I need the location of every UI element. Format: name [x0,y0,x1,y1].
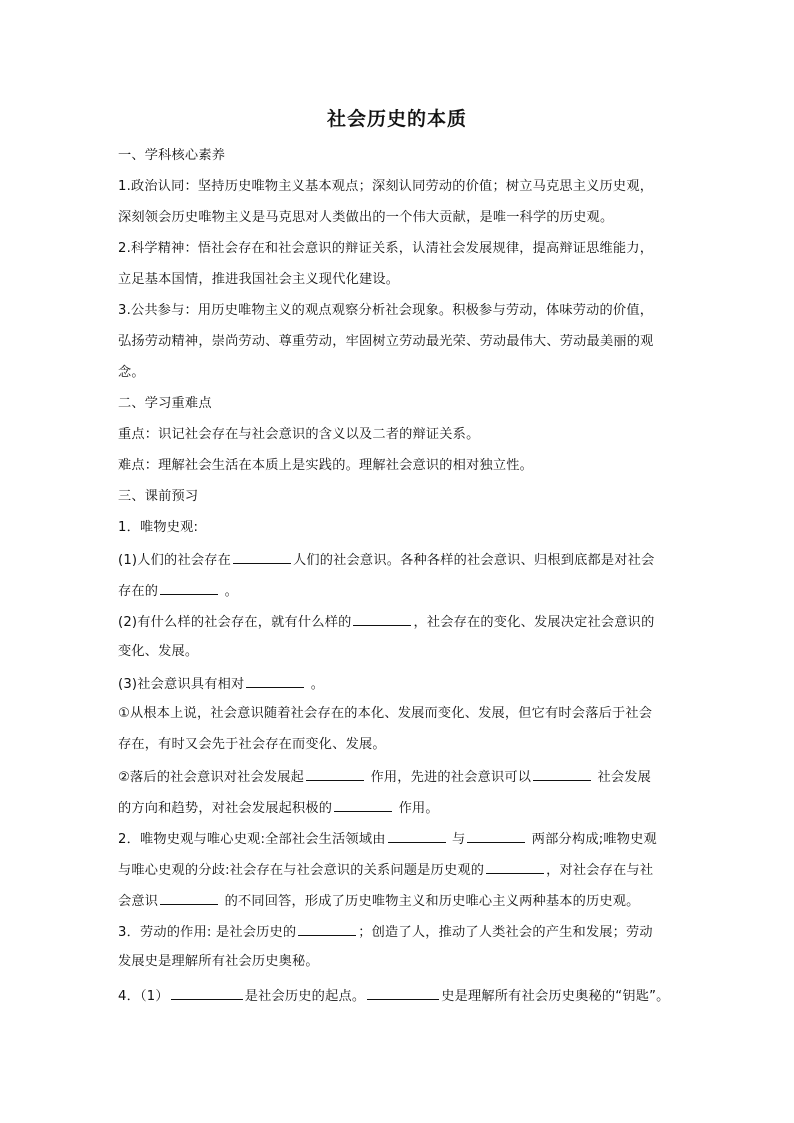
question-1-3-item-1-line-2: 存在，有时又会先于社会存在而变化、发展。 [118,737,386,752]
question-1-3-item-2-line-1 [118,767,651,787]
question-2-line-2 [118,860,653,880]
text-fragment: 两部分构成;唯物史观 [527,832,657,847]
text-fragment: ，对社会存在与社 [546,863,654,878]
text-fragment: 的方向和趋势，对社会发展起积极的 [118,801,333,816]
text-fragment: 与唯心史观的分歧:社会存在与社会意识的关系问题是历史观的 [118,863,485,878]
fill-in-blank[interactable] [467,829,525,843]
text-fragment: 与 [447,832,466,847]
question-1-3-item-2-line-2 [118,798,439,818]
text-fragment: ②落后的社会意识对社会发展起 [118,770,305,785]
page-title: 社会历史的本质 [326,108,467,130]
question-1-1-line-2 [118,581,238,601]
difficult-point-text: 难点：理解社会生活在本质上是实践的。理解社会意识的相对独立性。 [118,458,534,473]
fill-in-blank[interactable] [367,986,439,1000]
key-point-text: 重点：识记社会存在与社会意识的含义以及二者的辩证关系。 [118,427,480,442]
question-3-line-2: 发展史是理解所有社会历史奥秘。 [118,954,319,969]
text-fragment: 是社会历史的起点。 [244,989,366,1004]
paragraph-public-participation-line-3: 念。 [118,365,145,380]
text-fragment: 。 [306,677,325,692]
text-fragment: 的不同回答，形成了历史唯物主义和历史唯心主义两种基本的历史观。 [220,894,640,909]
text-fragment: 4．（1） [118,989,169,1004]
fill-in-blank[interactable] [233,550,291,564]
question-1-heading: 1．唯物史观: [118,520,199,535]
text-fragment: 。 [220,584,238,599]
question-1-2-line-2: 变化、发展。 [118,644,199,659]
question-4-line [118,986,670,1006]
text-fragment: (2)有什么样的社会存在，就有什么样的 [118,615,352,630]
text-fragment: 存在的 [118,584,159,599]
text-fragment: 社会发展 [593,770,652,785]
text-fragment: 人们的社会意识。各种各样的社会意识、归根到底都是对社会 [293,553,655,568]
question-2-line-3 [118,891,640,911]
fill-in-blank[interactable] [160,581,218,595]
fill-in-blank[interactable] [533,767,591,781]
question-1-3-item-1-line-1: ①从根本上说，社会意识随着社会存在的本化、发展而变化、发展，但它有时会落后于社会 [118,706,653,721]
section-heading-key-points: 二、学习重难点 [118,396,212,411]
text-fragment: 作用，先进的社会意识可以 [366,770,532,785]
fill-in-blank[interactable] [353,612,411,626]
text-fragment: ；创造了人，推动了人类社会的产生和发展；劳动 [358,925,653,940]
text-fragment: ，社会存在的变化、发展决定社会意识的 [413,615,655,630]
fill-in-blank[interactable] [306,767,364,781]
question-3-line-1 [118,922,653,942]
fill-in-blank[interactable] [246,674,304,688]
fill-in-blank[interactable] [298,922,356,936]
paragraph-political-identity-line-2: 深刻领会历史唯物主义是马克思对人类做出的一个伟大贡献，是唯一科学的历史观。 [118,210,614,225]
fill-in-blank[interactable] [486,860,544,874]
text-fragment: 史是理解所有社会历史奥秘的“钥匙”。 [441,989,670,1004]
paragraph-scientific-spirit-line-2: 立足基本国情，推进我国社会主义现代化建设。 [118,272,400,287]
text-fragment: (3)社会意识具有相对 [118,677,245,692]
question-1-1-line-1 [118,550,654,570]
section-heading-preview: 三、课前预习 [118,489,199,504]
section-heading-core-literacy: 一、学科核心素养 [118,148,226,163]
question-2-line-1 [118,829,657,849]
paragraph-public-participation-line-2: 弘扬劳动精神，崇尚劳动、尊重劳动，牢固树立劳动最光荣、劳动最伟大、劳动最美丽的观 [118,334,654,349]
question-1-3-line [118,674,324,694]
paragraph-public-participation-line-1: 3.公共参与：用历史唯物主义的观点观察分析社会现象。积极参与劳动，体味劳动的价值， [118,303,654,318]
fill-in-blank[interactable] [388,829,446,843]
paragraph-scientific-spirit-line-1: 2.科学精神：悟社会存在和社会意识的辩证关系，认清社会发展规律，提高辩证思维能力， [118,241,654,256]
fill-in-blank[interactable] [171,986,243,1000]
text-fragment: 作用。 [394,801,439,816]
fill-in-blank[interactable] [334,798,392,812]
paragraph-political-identity-line-1: 1.政治认同：坚持历史唯物主义基本观点；深刻认同劳动的价值；树立马克思主义历史观， [118,179,654,194]
question-1-2-line-1 [118,612,654,632]
text-fragment: (1)人们的社会存在 [118,553,231,568]
text-fragment: 2．唯物史观与唯心史观:全部社会生活领域由 [118,832,386,847]
text-fragment: 3．劳动的作用: 是社会历史的 [118,925,297,940]
fill-in-blank[interactable] [160,891,218,905]
text-fragment: 会意识 [118,894,159,909]
